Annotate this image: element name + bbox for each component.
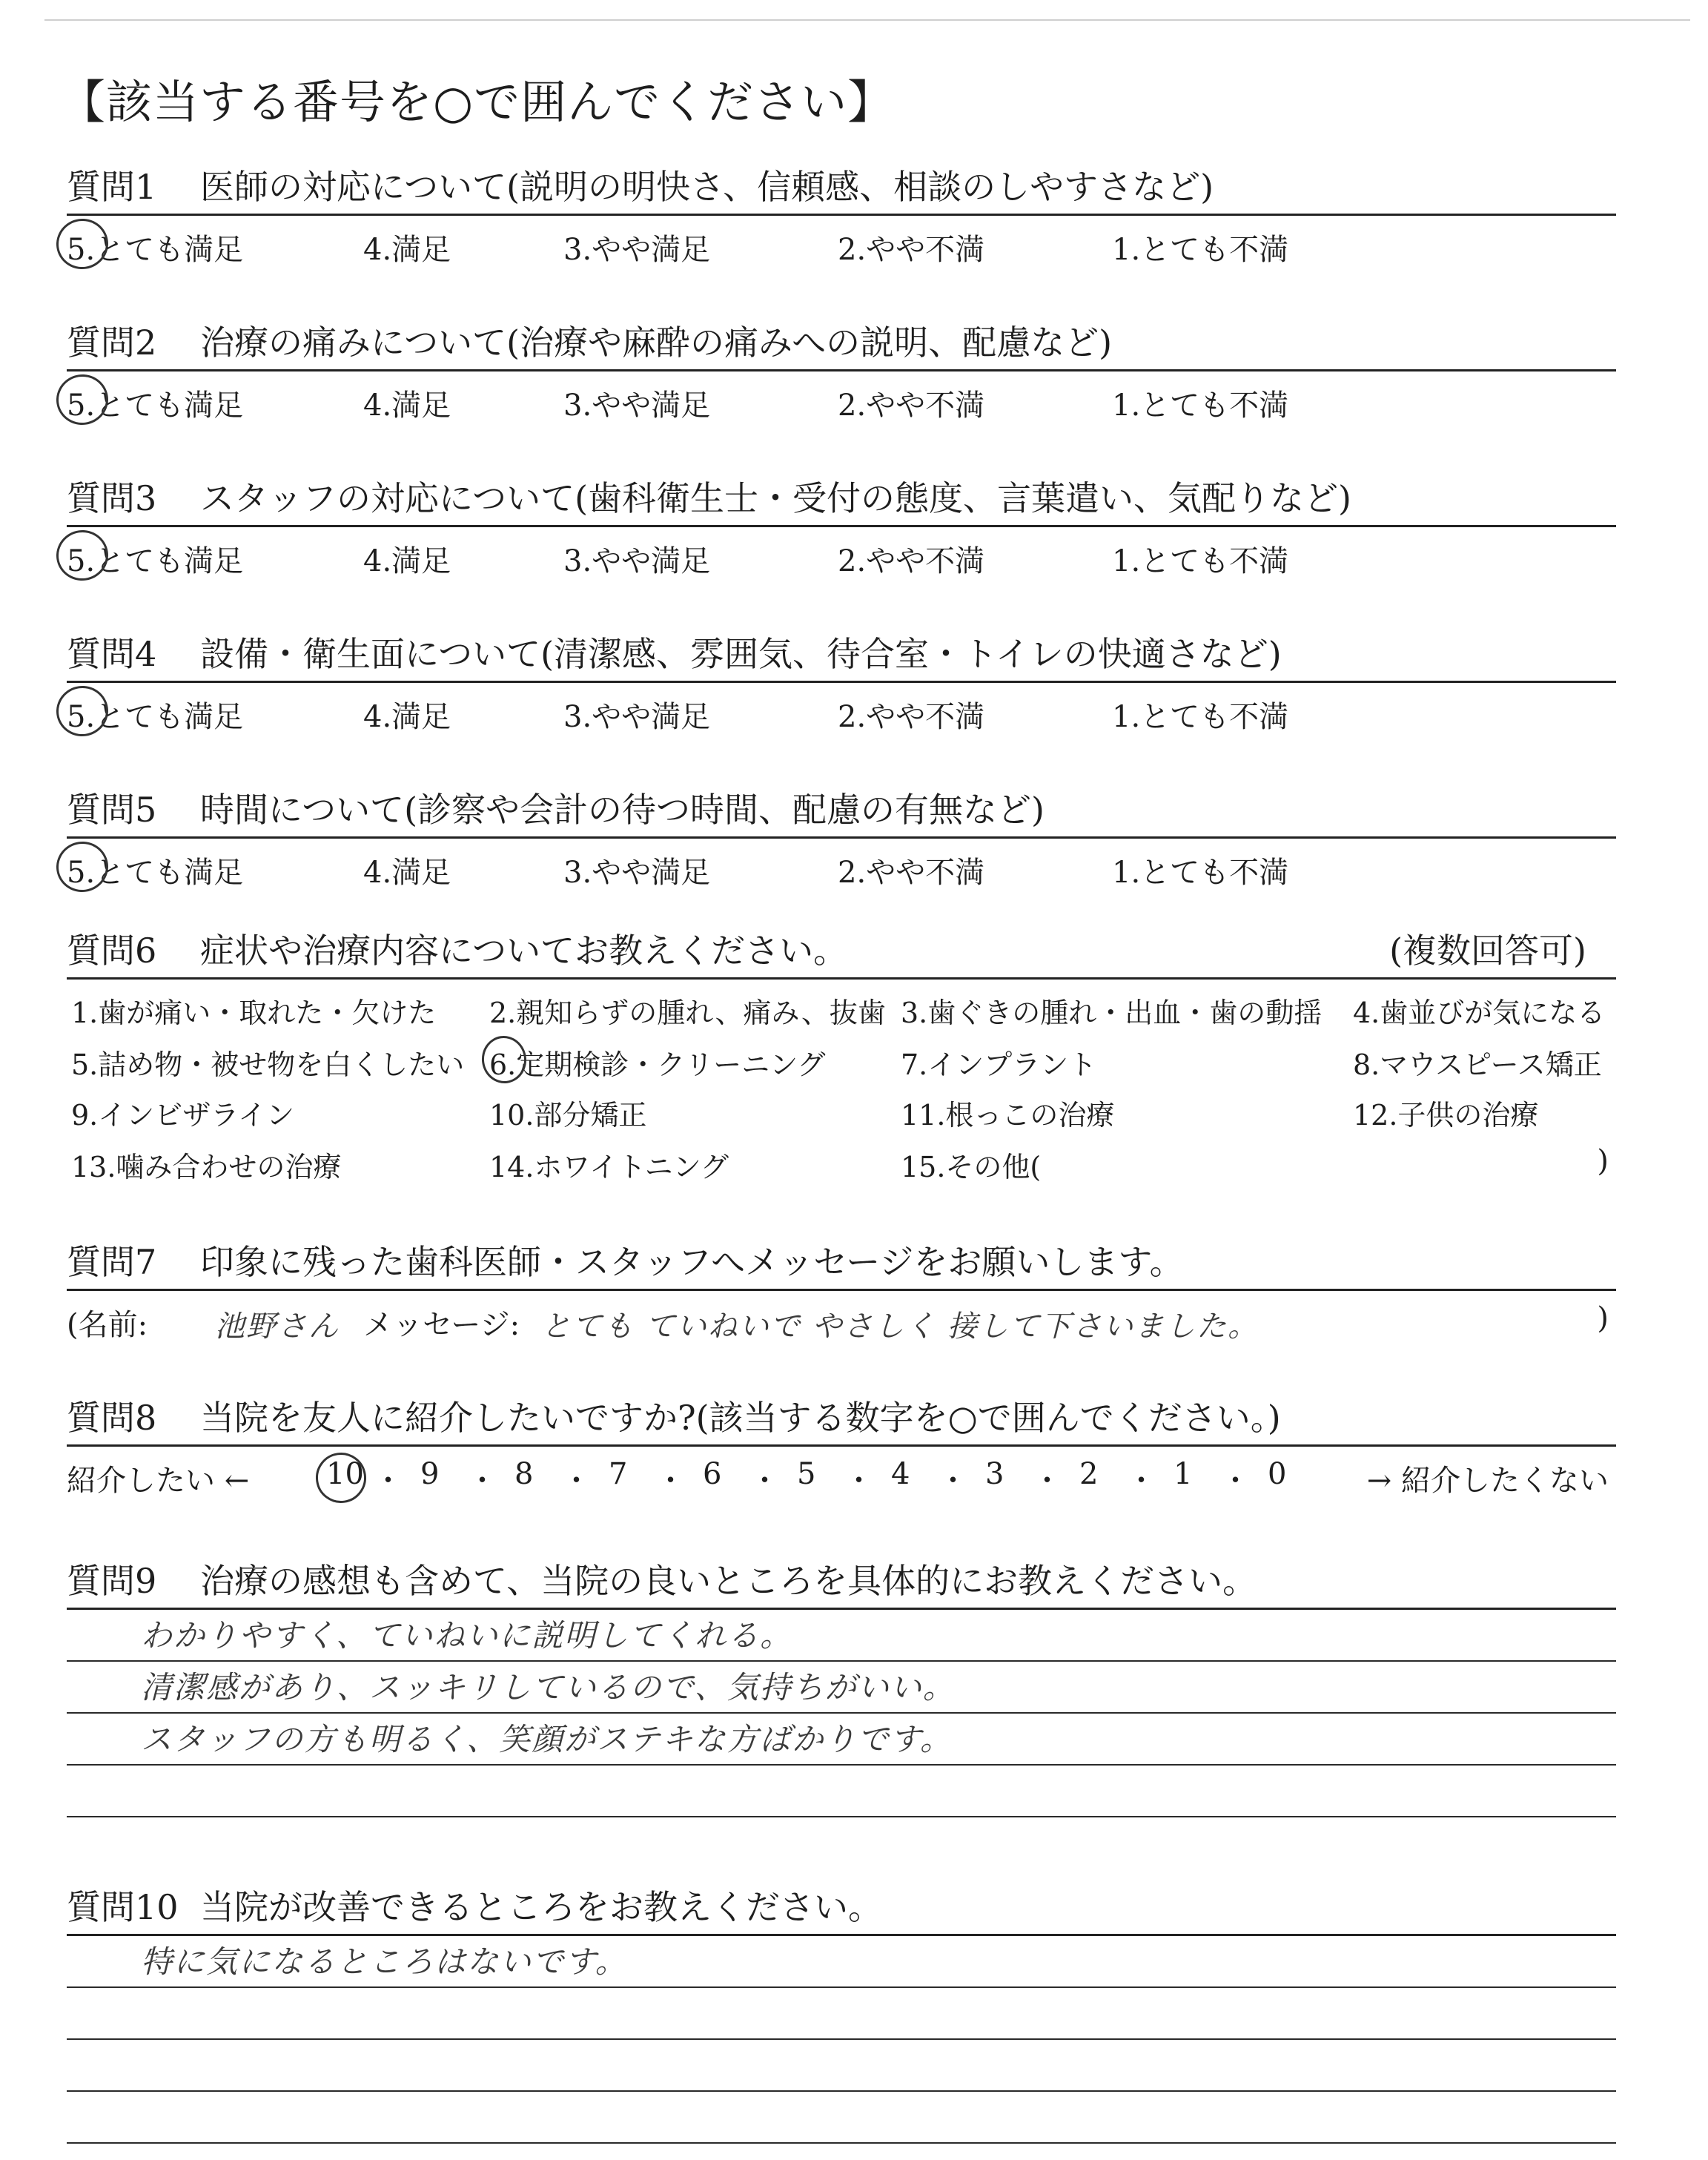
symptom-option[interactable]: 4.歯並びが気になる: [1353, 997, 1606, 1029]
question-line: [67, 912, 1616, 980]
rating-option[interactable]: 3.やや満足: [563, 700, 711, 734]
symptom-options: [67, 980, 1616, 1192]
question-label: 質問4: [67, 634, 157, 674]
rating-option[interactable]: 4.満足: [363, 856, 451, 890]
other-close-paren: ): [1597, 1144, 1609, 1178]
scale-separator: ・: [655, 1464, 686, 1498]
form-heading: 【該当する番号を○で囲んでください】: [59, 75, 895, 129]
answer-line[interactable]: [67, 1714, 1616, 1766]
scale-separator: ・: [561, 1464, 592, 1498]
rating-option[interactable]: 5.とても満足: [67, 856, 244, 890]
symptom-option[interactable]: 15.その他(: [901, 1151, 1042, 1183]
symptom-option[interactable]: 6.定期検診・クリーニング: [489, 1048, 826, 1081]
scale-separator: ・: [1032, 1464, 1062, 1498]
rating-choices: [67, 371, 1616, 425]
answer-line[interactable]: [67, 2092, 1616, 2144]
symptom-option[interactable]: 11.根っこの治療: [901, 1099, 1115, 1132]
question-7: [67, 1223, 1616, 1347]
question-label: 質問5: [67, 790, 157, 830]
question-text: 時間について(診察や会計の待つ時間、配慮の有無など): [200, 790, 1045, 830]
scale-separator: ・: [1126, 1464, 1156, 1498]
rating-option[interactable]: 3.やや満足: [563, 233, 711, 267]
symptom-option[interactable]: 2.親知らずの腫れ、痛み、抜歯: [489, 997, 886, 1029]
question-line: [67, 1542, 1616, 1610]
scale-number[interactable]: 5: [797, 1457, 816, 1491]
name-label: (名前:: [67, 1308, 148, 1342]
question-line: [67, 304, 1616, 371]
symptom-option[interactable]: 12.子供の治療: [1353, 1099, 1539, 1132]
answer-line[interactable]: [67, 1662, 1616, 1714]
top-rule: [44, 19, 1690, 21]
scale-right-label: → 紹介したくない: [1366, 1464, 1609, 1498]
rating-option[interactable]: 2.やや不満: [838, 389, 985, 423]
symptom-option[interactable]: 13.噛み合わせの治療: [71, 1151, 342, 1183]
question-label: 質問2: [67, 323, 157, 363]
answer-line[interactable]: [67, 1936, 1616, 1988]
scale-separator: ・: [749, 1464, 780, 1498]
answer-line[interactable]: [67, 1988, 1616, 2040]
rating-option[interactable]: 2.やや不満: [838, 700, 985, 734]
question-text: 印象に残った歯科医師・スタッフへメッセージをお願いします。: [200, 1242, 1184, 1282]
rating-option[interactable]: 5.とても満足: [67, 544, 244, 578]
question-label: 質問9: [67, 1561, 157, 1601]
rating-choices: [67, 527, 1616, 581]
multiple-answer-note: (複数回答可): [1389, 931, 1586, 971]
rating-choices: [67, 839, 1616, 892]
answer-line[interactable]: [67, 1610, 1616, 1662]
question-line: [67, 1869, 1616, 1936]
question-label: 質問3: [67, 478, 157, 518]
message-label: メッセージ:: [363, 1308, 520, 1342]
question-5: [67, 771, 1616, 892]
recommend-scale: [67, 1447, 1616, 1506]
question-label: 質問6: [67, 931, 157, 971]
scale-number[interactable]: 0: [1268, 1457, 1287, 1491]
answer-line[interactable]: [67, 2040, 1616, 2092]
question-text: 設備・衛生面について(清潔感、雰囲気、待合室・トイレの快適さなど): [200, 634, 1282, 674]
question-label: 質問8: [67, 1398, 157, 1438]
question-text: 当院を友人に紹介したいですか?(該当する数字を○で囲んでください。): [200, 1398, 1281, 1438]
rating-option[interactable]: 1.とても不満: [1112, 856, 1289, 890]
symptom-option[interactable]: 5.詰め物・被せ物を白くしたい: [71, 1048, 465, 1081]
symptom-option[interactable]: 14.ホワイトニング: [489, 1151, 729, 1183]
scale-separator: ・: [938, 1464, 968, 1498]
question-10: [67, 1869, 1616, 2144]
symptom-option[interactable]: 9.インビザライン: [71, 1099, 295, 1132]
scale-number[interactable]: 7: [609, 1457, 628, 1491]
question-text: 治療の感想も含めて、当院の良いところを具体的にお教えください。: [200, 1561, 1257, 1601]
question-label: 質問10: [67, 1887, 179, 1927]
rating-option[interactable]: 2.やや不満: [838, 856, 985, 890]
message-field[interactable]: とても ていねいで やさしく 接して下さいました。: [541, 1309, 1260, 1344]
question-line: [67, 148, 1616, 216]
rating-option[interactable]: 2.やや不満: [838, 544, 985, 578]
scale-left-label: 紹介したい ←: [67, 1464, 250, 1498]
rating-option[interactable]: 5.とても満足: [67, 389, 244, 423]
scale-number[interactable]: 4: [891, 1457, 910, 1491]
rating-option[interactable]: 3.やや満足: [563, 389, 711, 423]
scale-number[interactable]: 8: [514, 1457, 534, 1491]
question-8: [67, 1379, 1616, 1506]
scale-number[interactable]: 6: [703, 1457, 722, 1491]
rating-option[interactable]: 4.満足: [363, 233, 451, 267]
question-line: [67, 771, 1616, 839]
rating-option[interactable]: 1.とても不満: [1112, 233, 1289, 267]
answer-line[interactable]: [67, 1766, 1616, 1817]
question-label: 質問1: [67, 167, 157, 207]
scale-number[interactable]: 9: [420, 1457, 440, 1491]
rating-option[interactable]: 2.やや不満: [838, 233, 985, 267]
rating-option[interactable]: 5.とても満足: [67, 700, 244, 734]
rating-option[interactable]: 1.とても不満: [1112, 389, 1289, 423]
message-close-paren: ): [1597, 1301, 1609, 1335]
answer-text: 特に気になるところはないです。: [141, 1943, 628, 1980]
answer-text: スタッフの方も明るく、笑顔がステキな方ばかりです。: [141, 1721, 953, 1757]
question-line: [67, 460, 1616, 527]
question-text: 当院が改善できるところをお教えください。: [200, 1887, 882, 1927]
rating-option[interactable]: 4.満足: [363, 544, 451, 578]
scale-separator: ・: [1220, 1464, 1251, 1498]
scale-separator: ・: [373, 1464, 403, 1498]
symptom-option[interactable]: 7.インプラント: [901, 1048, 1097, 1081]
scale-number[interactable]: 2: [1079, 1457, 1099, 1491]
answer-text: わかりやすく、ていねいに説明してくれる。: [141, 1617, 793, 1654]
question-4: [67, 615, 1616, 736]
rating-option[interactable]: 5.とても満足: [67, 233, 244, 267]
question-label: 質問7: [67, 1242, 157, 1282]
symptom-option[interactable]: 10.部分矯正: [489, 1099, 647, 1132]
question-2: [67, 304, 1616, 425]
scale-separator: ・: [844, 1464, 874, 1498]
scale-number[interactable]: 10: [326, 1457, 364, 1491]
rating-option[interactable]: 3.やや満足: [563, 544, 711, 578]
rating-option[interactable]: 4.満足: [363, 389, 451, 423]
scale-number[interactable]: 1: [1174, 1457, 1193, 1491]
rating-option[interactable]: 1.とても不満: [1112, 700, 1289, 734]
rating-choices: [67, 216, 1616, 269]
name-field[interactable]: 池野さん: [215, 1309, 340, 1344]
question-line: [67, 1223, 1616, 1291]
answer-text: 清潔感があり、スッキリしているので、気持ちがいい。: [141, 1669, 956, 1705]
question-text: スタッフの対応について(歯科衛生士・受付の態度、言葉遣い、気配りなど): [200, 478, 1351, 518]
question-text: 医師の対応について(説明の明快さ、信頼感、相談のしやすさなど): [200, 167, 1214, 207]
symptom-option[interactable]: 1.歯が痛い・取れた・欠けた: [71, 997, 437, 1029]
rating-option[interactable]: 3.やや満足: [563, 856, 711, 890]
question-3: [67, 460, 1616, 581]
message-row: [67, 1291, 1616, 1347]
symptom-option[interactable]: 3.歯ぐきの腫れ・出血・歯の動揺: [901, 997, 1323, 1029]
question-text: 治療の痛みについて(治療や麻酔の痛みへの説明、配慮など): [200, 323, 1113, 363]
question-9: [67, 1542, 1616, 1817]
scale-number[interactable]: 3: [985, 1457, 1004, 1491]
question-line: [67, 1379, 1616, 1447]
rating-choices: [67, 683, 1616, 736]
rating-option[interactable]: 1.とても不満: [1112, 544, 1289, 578]
question-text: 症状や治療内容についてお教えください。: [200, 931, 848, 971]
question-6: [67, 912, 1616, 1192]
rating-option[interactable]: 4.満足: [363, 700, 451, 734]
question-line: [67, 615, 1616, 683]
scale-separator: ・: [467, 1464, 497, 1498]
question-1: [67, 148, 1616, 269]
symptom-option[interactable]: 8.マウスピース矯正: [1353, 1048, 1602, 1081]
